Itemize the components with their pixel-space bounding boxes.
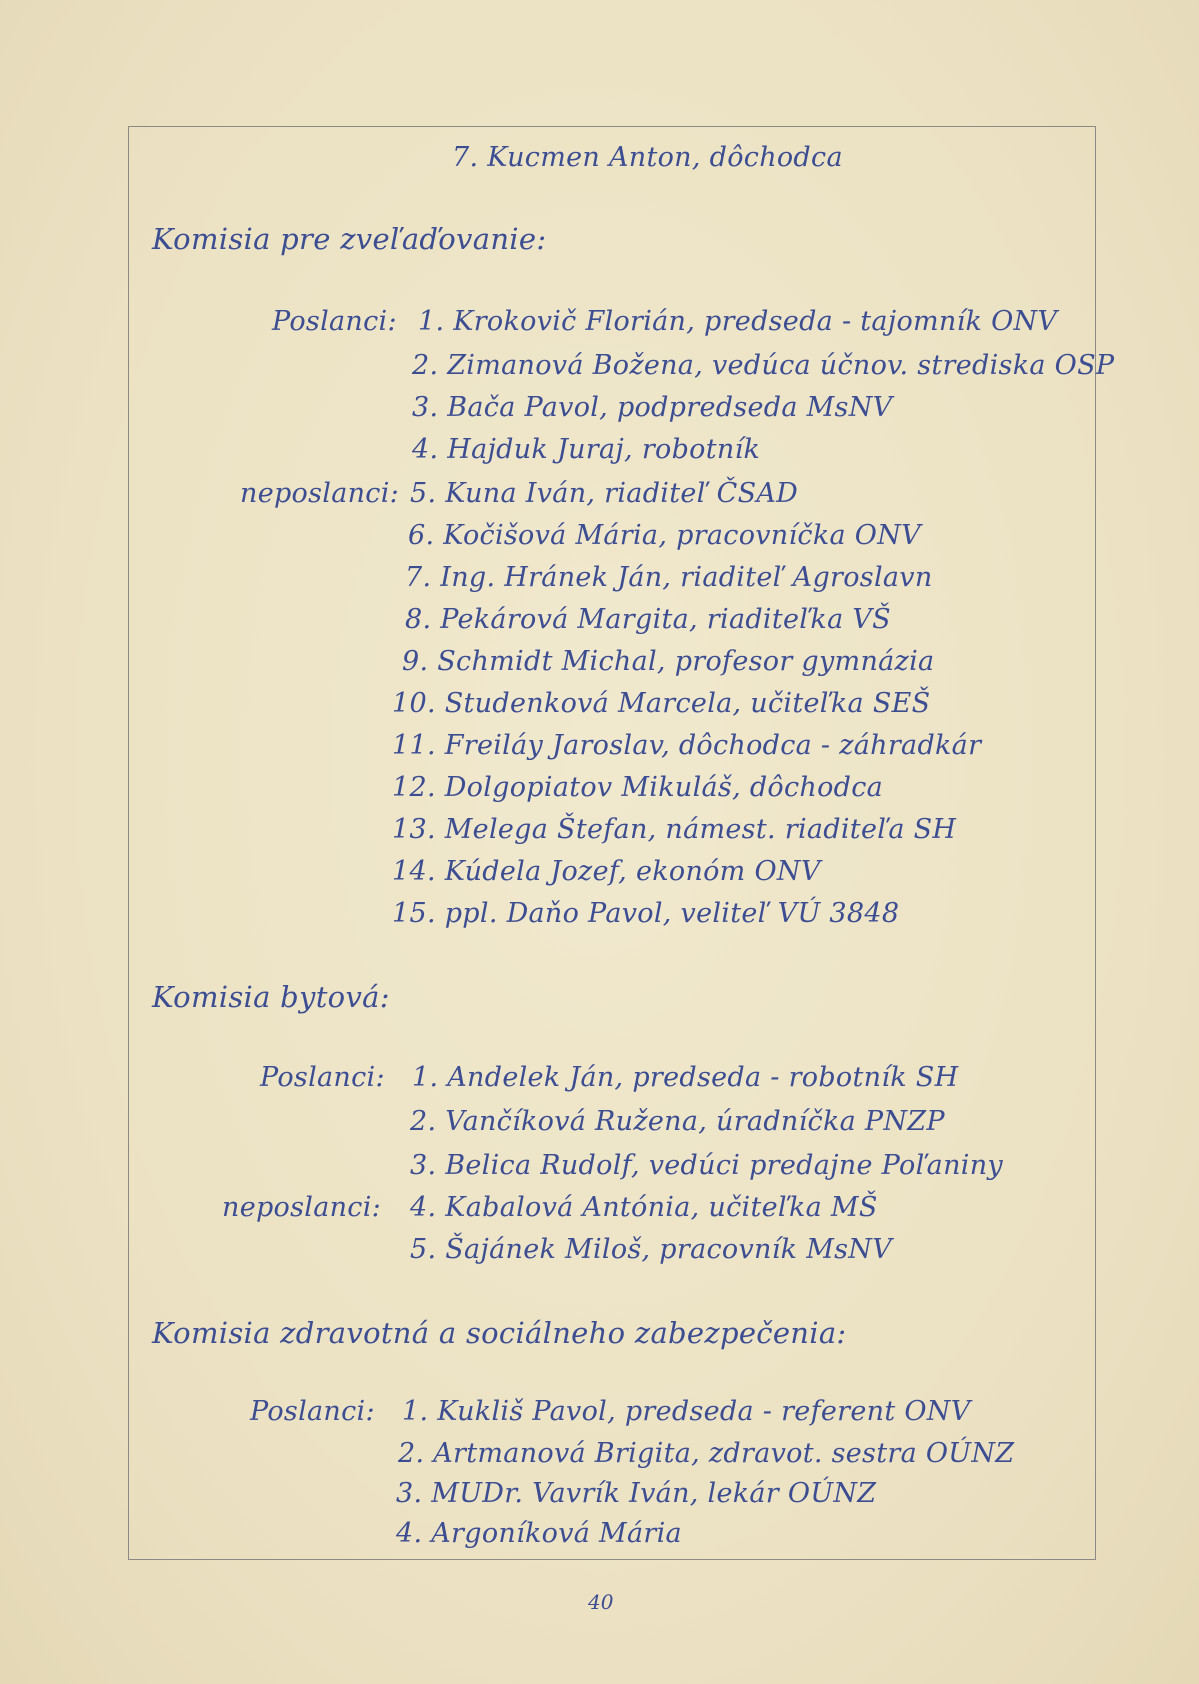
section-heading: Komisia zdravotná a sociálneho zabezpečenia: [152,1316,847,1350]
member-line: 7. Ing. Hránek Ján, riaditeľ Agroslavn [405,562,933,593]
group-label: Poslanci: [272,306,397,337]
member-line: 6. Kočišová Mária, pracovníčka ONV [408,520,921,551]
member-line: 1. Andelek Ján, predseda - robotník SH [412,1062,959,1093]
group-label: Poslanci: [260,1062,385,1093]
member-line: 2. Zimanová Božena, vedúca účnov. strediska OSP [412,350,1115,381]
continued-member-line: 7. Kucmen Anton, dôchodca [452,142,843,173]
member-line: 8. Pekárová Margita, riaditeľka VŠ [405,604,891,635]
member-line: 15. ppl. Daňo Pavol, veliteľ VÚ 3848 [392,898,900,929]
member-line: 5. Šajánek Miloš, pracovník MsNV [410,1234,893,1265]
member-line: 10. Studenková Marcela, učiteľka SEŠ [392,688,931,719]
member-line: 14. Kúdela Jozef, ekonóm ONV [392,856,821,887]
member-line: 2. Vančíková Ružena, úradníčka PNZP [410,1106,945,1137]
member-line: 4. Hajduk Juraj, robotník [412,434,761,465]
member-line: 3. Belica Rudolf, vedúci predajne Poľaniny [410,1150,1003,1181]
group-label: Poslanci: [250,1396,375,1427]
member-line: 9. Schmidt Michal, profesor gymnázia [402,646,935,677]
section-heading: Komisia pre zveľaďovanie: [152,222,547,256]
member-line: 13. Melega Štefan, námest. riaditeľa SH [392,814,957,845]
member-line: 5. Kuna Iván, riaditeľ ČSAD [410,478,799,509]
member-line: 4. Kabalová Antónia, učiteľka MŠ [410,1192,878,1223]
group-label: neposlanci: [240,478,400,509]
member-line: 12. Dolgopiatov Mikuláš, dôchodca [392,772,884,803]
page-number: 40 [588,1590,614,1614]
member-line: 1. Kukliš Pavol, predseda - referent ONV [402,1396,971,1427]
member-line: 2. Artmanová Brigita, zdravot. sestra OÚNZ [398,1438,1015,1469]
member-line: 4. Argoníková Mária [396,1518,682,1549]
member-line: 11. Freiláy Jaroslav, dôchodca - záhradkár [392,730,982,761]
member-line: 3. Bača Pavol, podpredseda MsNV [412,392,893,423]
group-label: neposlanci: [222,1192,382,1223]
member-line: 1. Krokovič Florián, predseda - tajomník ONV [418,306,1058,337]
member-line: 3. MUDr. Vavrík Iván, lekár OÚNZ [396,1478,877,1509]
section-heading: Komisia bytová: [152,980,390,1014]
